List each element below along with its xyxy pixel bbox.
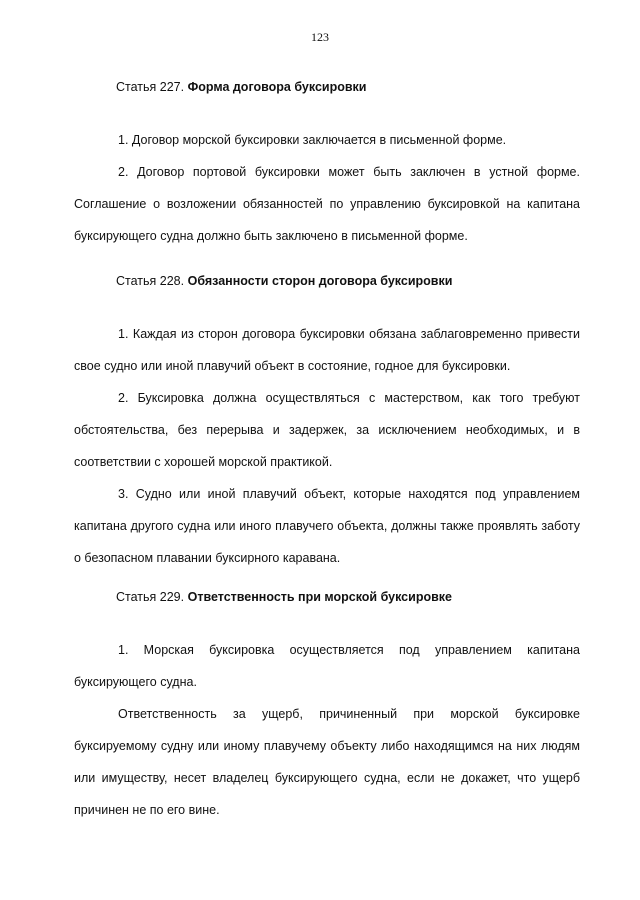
paragraph: 2. Буксировка должна осуществляться с мастерством, как того требуют обстоятельства, без перерыва и задержек, за исключением необходимых, и в соответствии с хорошей морской практикой.	[74, 391, 580, 469]
article-229	[74, 590, 580, 826]
paragraph: 3. Судно или иной плавучий объект, которые находятся под управлением капитана другого судна или иного плавучего объекта, должны также проявлять заботу о безопасном плавании буксирного каравана.	[74, 487, 580, 565]
paragraph: 1. Каждая из сторон договора буксировки обязана заблаговременно привести свое судно или иной плавучий объект в состояние, годное для буксировки.	[74, 327, 580, 373]
paragraph: Ответственность за ущерб, причиненный при морской буксировке буксируемому судну или иному плавучему объекту либо находящимся на них людям или имуществу, несет владелец буксирующего судна, если не докажет, что ущерб причинен не по его вине.	[74, 707, 580, 817]
paragraph: 2. Договор портовой буксировки может быть заключен в устной форме. Соглашение о возложении обязанностей по управлению буксировкой на капитана буксирующего судна должно быть заключено в письменной форме.	[74, 165, 580, 243]
article-number: Статья 227.	[116, 80, 185, 94]
article-number: Статья 229.	[116, 590, 185, 604]
article-heading	[116, 80, 580, 94]
article-heading	[116, 274, 580, 288]
article-heading	[116, 590, 580, 604]
paragraph: 1. Морская буксировка осуществляется под управлением капитана буксирующего судна.	[74, 643, 580, 689]
article-number: Статья 228.	[116, 274, 185, 288]
article-title: Ответственность при морской буксировке	[187, 590, 452, 604]
page-number: 123	[311, 30, 329, 44]
article-title: Форма договора буксировки	[187, 80, 367, 94]
article-227	[74, 80, 580, 252]
paragraph: 1. Договор морской буксировки заключается в письменной форме.	[118, 133, 507, 147]
article-228	[74, 274, 580, 574]
article-title: Обязанности сторон договора буксировки	[187, 274, 453, 288]
